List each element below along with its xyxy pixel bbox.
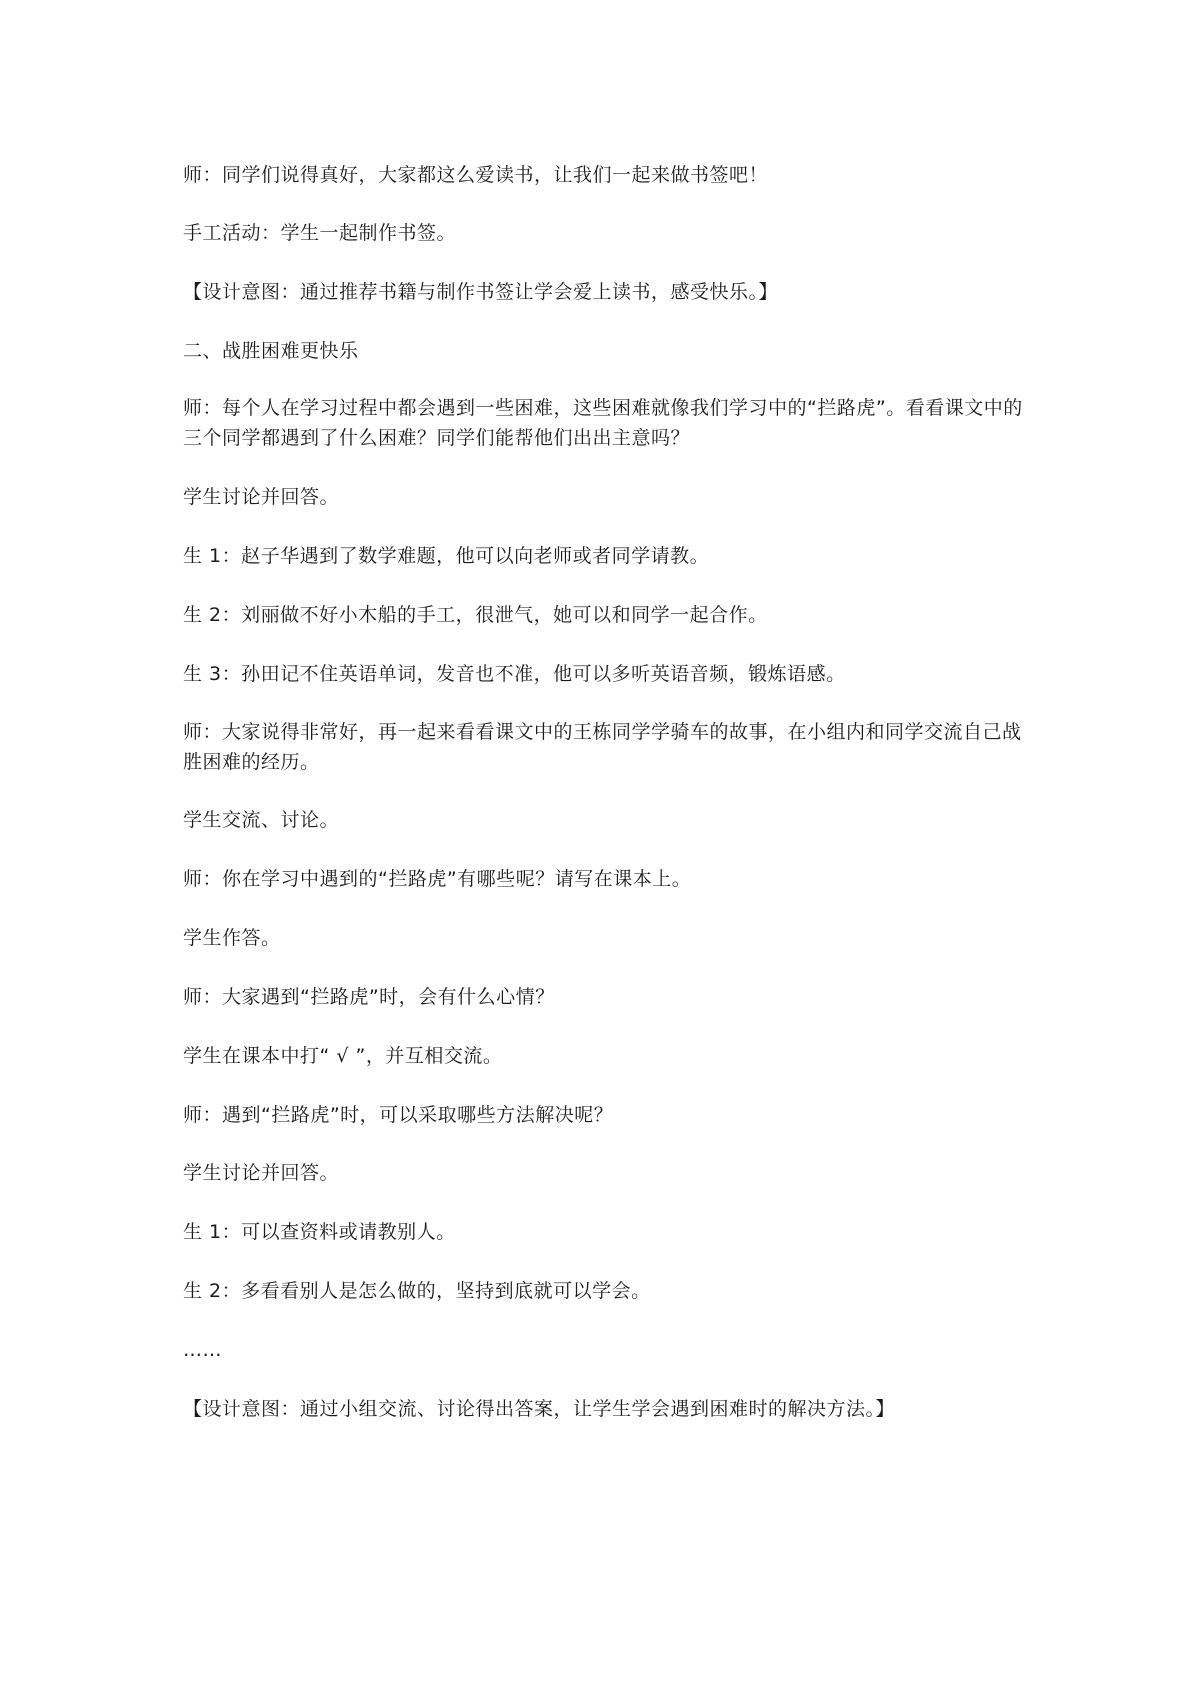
section-heading-overcome-difficulty: 二、战胜困难更快乐 [183,340,359,362]
paragraph-student-1-method: 生 1：可以查资料或请教别人。 [183,1221,456,1243]
paragraph-students-exchange: 学生交流、讨论。 [183,809,340,831]
paragraph-student-2-answer: 生 2：刘丽做不好小木船的手工，很泄气，她可以和同学一起合作。 [183,604,768,626]
paragraph-teacher-methods: 师：遇到“拦路虎”时，可以采取哪些方法解决呢？ [183,1104,614,1126]
paragraph-teacher-roadblock: 师：每个人在学习过程中都会遇到一些困难，这些困难就像我们学习中的“拦路虎”。看看课文中的三个同学都遇到了什么困难？同学们能帮他们出出主意吗？ [183,397,1023,449]
paragraph-teacher-bike-story: 师：大家说得非常好，再一起来看看课文中的王栋同学学骑车的故事，在小组内和同学交流自己战胜困难的经历。 [183,721,1022,773]
paragraph-student-1-answer: 生 1：赵子华遇到了数学难题，他可以向老师或者同学请教。 [183,545,710,567]
paragraph-student-3-answer: 生 3：孙田记不住英语单词，发音也不准，他可以多听英语音频，锻炼语感。 [183,663,846,685]
paragraph-students-answer: 学生作答。 [183,927,281,949]
paragraph-teacher-feeling: 师：大家遇到“拦路虎”时，会有什么心情？ [183,986,555,1008]
paragraph-ellipsis: …… [183,1339,222,1361]
paragraph-design-intent-1: 【设计意图：通过推荐书籍与制作书签让学会爱上读书，感受快乐。】 [183,281,779,303]
paragraph-students-discuss-1: 学生讨论并回答。 [183,486,340,508]
paragraph-teacher-write: 师：你在学习中遇到的“拦路虎”有哪些呢？请写在课本上。 [183,868,692,890]
paragraph-students-check: 学生在课本中打“ √ ”，并互相交流。 [183,1045,503,1067]
paragraph-teacher-bookmark: 师：同学们说得真好，大家都这么爱读书，让我们一起来做书签吧！ [183,164,769,186]
paragraph-student-2-method: 生 2：多看看别人是怎么做的，坚持到底就可以学会。 [183,1280,651,1302]
paragraph-design-intent-2: 【设计意图：通过小组交流、讨论得出答案，让学生学会遇到困难时的解决方法。】 [183,1398,896,1420]
paragraph-handcraft-activity: 手工活动：学生一起制作书签。 [183,222,457,244]
paragraph-students-discuss-2: 学生讨论并回答。 [183,1162,340,1184]
